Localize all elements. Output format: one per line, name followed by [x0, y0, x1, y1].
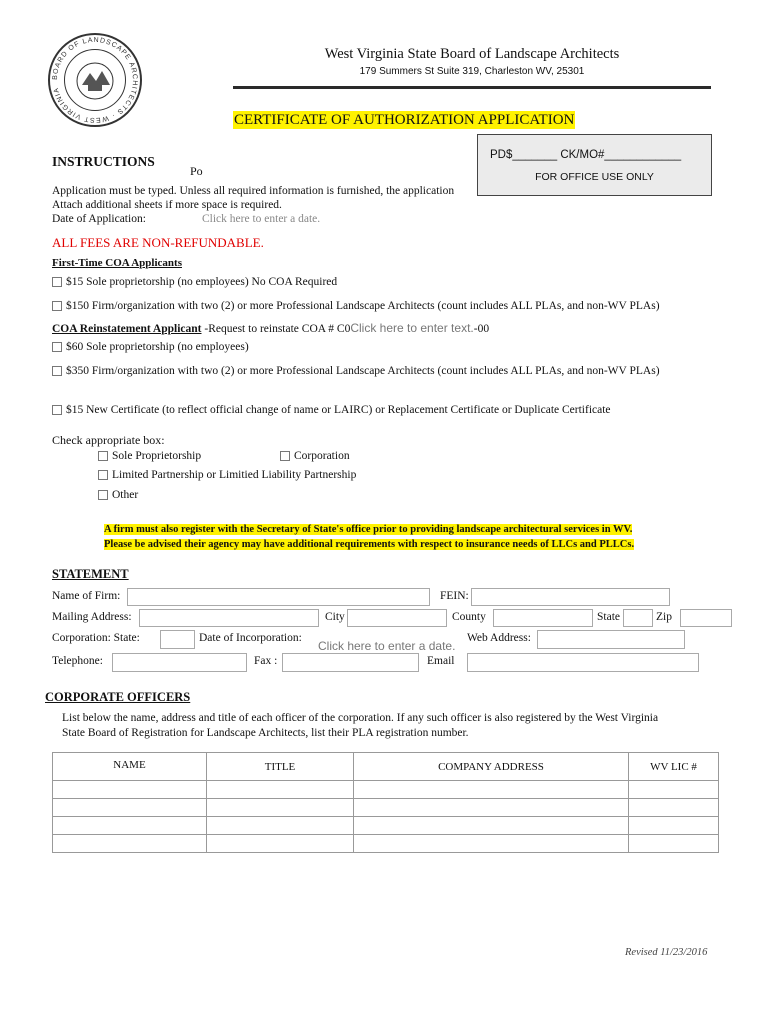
checkbox[interactable] — [52, 366, 62, 376]
entity-corporation[interactable] — [280, 450, 350, 462]
checkbox[interactable] — [52, 405, 62, 415]
officers-description-line2: State Board of Registration for Landscape Architects, list their PLA registration number. — [62, 727, 469, 739]
doc-title: CERTIFICATE OF AUTHORIZATION APPLICATION — [234, 112, 575, 128]
officer-address-cell[interactable] — [354, 781, 629, 799]
date-of-application-input[interactable]: Click here to enter a date. — [202, 213, 321, 225]
checkbox[interactable] — [98, 451, 108, 461]
fax-input[interactable] — [282, 653, 419, 672]
instructions-line1: Application must be typed. Unless all required information is furnished, the application — [52, 185, 455, 197]
corporation-state-label: Corporation: State: — [52, 632, 140, 644]
option-label: $15 New Certificate (to reflect official change of name or LAIRC) or Replacement Certificate or Duplicate Certificate — [66, 404, 611, 416]
reinstate-option-sole[interactable] — [52, 341, 249, 353]
checkbox[interactable] — [98, 490, 108, 500]
entity-type-label: Check appropriate box: — [52, 433, 165, 447]
reinstatement-request: -Request to reinstate COA # C0 — [201, 323, 351, 335]
office-use-box — [477, 134, 712, 196]
table-row — [53, 781, 719, 799]
zip-label: Zip — [656, 611, 672, 623]
checkbox[interactable] — [52, 301, 62, 311]
checkbox[interactable] — [52, 277, 62, 287]
instructions-line2: Attach additional sheets if more space is required. — [52, 199, 282, 211]
firm-name-label: Name of Firm: — [52, 590, 121, 602]
office-payment-line: PD$_______ CK/MO#____________ — [490, 149, 682, 161]
instructions-po: Po — [190, 164, 203, 178]
corporate-officers-heading: CORPORATE OFFICERS — [45, 690, 191, 704]
fax-label: Fax : — [254, 655, 278, 667]
county-input[interactable] — [493, 609, 593, 627]
first-time-option-sole[interactable] — [52, 276, 337, 288]
date-of-incorporation-label: Date of Incorporation: — [199, 632, 302, 644]
officer-name-cell[interactable] — [53, 835, 207, 853]
sos-notice-line2: Please be advised their agency may have additional requirements with respect to insurance needs of LLCs and PLLCs. — [104, 539, 635, 550]
officer-lic-cell[interactable] — [629, 835, 719, 853]
first-time-option-firm[interactable] — [52, 300, 660, 312]
officer-lic-cell[interactable] — [629, 799, 719, 817]
entity-llp[interactable] — [98, 469, 356, 481]
officer-lic-cell[interactable] — [629, 781, 719, 799]
state-input[interactable] — [623, 609, 653, 627]
column-header-company-address: COMPANY ADDRESS — [354, 753, 629, 781]
option-label: Other — [112, 489, 139, 501]
seal-ring-text — [50, 35, 140, 125]
city-label: City — [325, 611, 345, 623]
city-input[interactable] — [347, 609, 447, 627]
option-label: $150 Firm/organization with two (2) or more Professional Landscape Architects (count includes ALL PLAs, and non-WV PLAs) — [66, 300, 660, 312]
email-input[interactable] — [467, 653, 699, 672]
option-label: $350 Firm/organization with two (2) or more Professional Landscape Architects (count includes ALL PLAs, and non-WV PLAs) — [66, 365, 660, 377]
board-name: West Virginia State Board of Landscape Architects — [324, 46, 620, 62]
officers-description-line1: List below the name, address and title of each officer of the corporation. If any such officer is also registered by the West Virginia — [62, 712, 659, 724]
fees-notice: ALL FEES ARE NON-REFUNDABLE. — [52, 235, 264, 250]
fein-label: FEIN: — [440, 590, 469, 602]
reinstatement-line — [52, 321, 489, 335]
instructions-heading: INSTRUCTIONS — [52, 154, 155, 169]
officer-lic-cell[interactable] — [629, 817, 719, 835]
web-address-label: Web Address: — [467, 632, 531, 644]
checkbox[interactable] — [280, 451, 290, 461]
email-label: Email — [427, 655, 455, 667]
telephone-label: Telephone: — [52, 655, 103, 667]
checkbox[interactable] — [52, 342, 62, 352]
header-rule — [233, 86, 711, 89]
option-label: Corporation — [294, 450, 350, 462]
statement-heading: STATEMENT — [52, 567, 129, 581]
telephone-input[interactable] — [112, 653, 247, 672]
column-header-wv-lic: WV LIC # — [629, 753, 719, 781]
firm-name-input[interactable] — [127, 588, 430, 606]
checkbox[interactable] — [98, 470, 108, 480]
reinstatement-heading: COA Reinstatement Applicant — [52, 323, 202, 335]
officer-title-cell[interactable] — [207, 781, 354, 799]
officer-title-cell[interactable] — [207, 799, 354, 817]
sos-notice-line1: A firm must also register with the Secretary of State's office prior to providing landscape architectural services in WV. — [104, 524, 633, 535]
office-use-label: FOR OFFICE USE ONLY — [535, 171, 654, 183]
board-address: 179 Summers St Suite 319, Charleston WV, 25301 — [359, 66, 585, 77]
officer-address-cell[interactable] — [354, 799, 629, 817]
table-row — [53, 799, 719, 817]
corporation-state-input[interactable] — [160, 630, 195, 649]
date-of-incorporation-input[interactable]: Click here to enter a date. — [318, 639, 456, 653]
officer-address-cell[interactable] — [354, 835, 629, 853]
column-header-name: NAME — [53, 753, 207, 781]
reinstatement-suffix: -00 — [473, 323, 490, 335]
table-row — [53, 817, 719, 835]
reinstate-option-firm[interactable] — [52, 365, 660, 377]
fein-input[interactable] — [471, 588, 670, 606]
entity-other[interactable] — [98, 489, 138, 501]
sos-notice — [104, 522, 634, 552]
new-certificate-option[interactable] — [52, 404, 611, 416]
option-label: $15 Sole proprietorship (no employees) No COA Required — [66, 276, 338, 288]
option-label: Sole Proprietorship — [112, 450, 202, 462]
entity-sole[interactable] — [98, 450, 201, 462]
officer-name-cell[interactable] — [53, 817, 207, 835]
date-of-application-label: Date of Application: — [52, 213, 146, 225]
zip-input[interactable] — [680, 609, 732, 627]
revision-date: Revised 11/23/2016 — [625, 947, 708, 958]
mailing-address-input[interactable] — [139, 609, 319, 627]
county-label: County — [452, 611, 486, 623]
officer-name-cell[interactable] — [53, 799, 207, 817]
mailing-address-label: Mailing Address: — [52, 611, 132, 623]
coa-number-input[interactable]: Click here to enter text. — [350, 321, 474, 335]
board-seal — [48, 33, 142, 127]
table-header-row — [53, 753, 719, 781]
column-header-title: TITLE — [207, 753, 354, 781]
svg-text:BOARD OF LANDSCAPE ARCHITECTS: BOARD OF LANDSCAPE ARCHITECTS · WEST VIRGINIA — [51, 36, 139, 124]
officers-table — [52, 752, 719, 853]
table-row — [53, 835, 719, 853]
officer-name-cell[interactable] — [53, 781, 207, 799]
option-label: Limited Partnership or Limitied Liability Partnership — [112, 469, 357, 481]
state-label: State — [597, 611, 620, 623]
officer-address-cell[interactable] — [354, 817, 629, 835]
first-time-heading: First-Time COA Applicants — [52, 257, 182, 269]
web-address-input[interactable] — [537, 630, 685, 649]
officer-title-cell[interactable] — [207, 835, 354, 853]
option-label: $60 Sole proprietorship (no employees) — [66, 341, 249, 353]
officer-title-cell[interactable] — [207, 817, 354, 835]
